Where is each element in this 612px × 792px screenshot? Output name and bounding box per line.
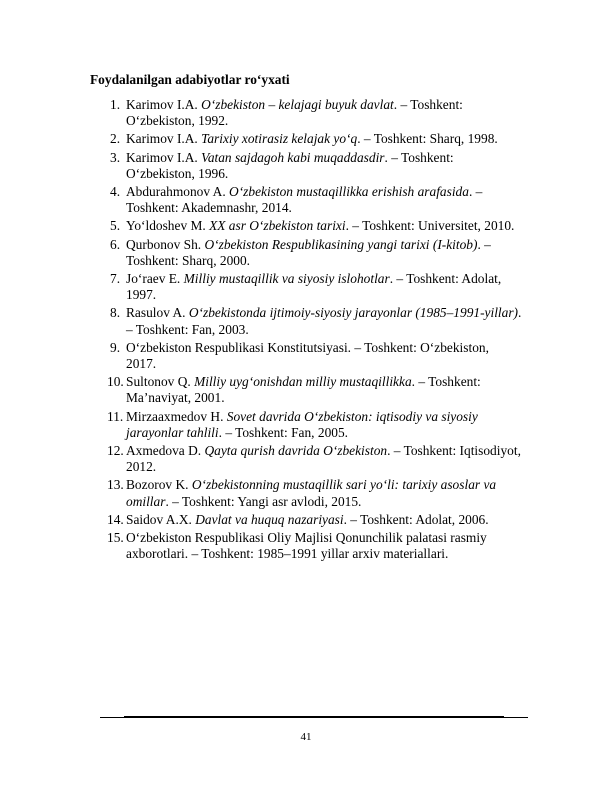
reference-author: Sultonov Q. (126, 374, 195, 390)
reference-number: 13. (107, 477, 124, 493)
footer-rule (124, 716, 504, 718)
reference-publication: O‘zbekiston Respublikasi Oliy Majlisi Qonunchilik palatasi rasmiy axborotlari. – Toshkent: 1985–1991 yillar arxiv materiallari. (126, 530, 487, 562)
reference-item (90, 477, 522, 509)
reference-title: Sovet davrida O‘zbekiston: iqtisodiy va siyosiy jarayonlar tahlili (126, 408, 478, 440)
page-number: 41 (300, 731, 312, 743)
reference-author: Jo‘raev E. (126, 271, 184, 287)
reference-number: 9. (110, 339, 121, 355)
reference-item (90, 131, 522, 147)
reference-item (90, 512, 522, 528)
reference-title: Davlat va huquq nazariyasi (195, 511, 344, 527)
reference-title: Milliy uyg‘onishdan milliy mustaqillikka (194, 374, 412, 390)
footer-rule-left (100, 717, 124, 718)
reference-number: 7. (110, 271, 121, 287)
reference-author: Karimov I.A. (126, 97, 202, 112)
reference-publication: . – Toshkent: Fan, 2003. (126, 305, 522, 337)
reference-item (90, 237, 522, 269)
reference-author: Yo‘ldoshev M. (126, 218, 210, 234)
reference-number: 3. (110, 149, 121, 165)
reference-author: Karimov I.A. (126, 131, 202, 147)
reference-publication: . – Toshkent: Universitet, 2010. (345, 218, 515, 234)
reference-title: Milliy mustaqillik va siyosiy islohotlar (183, 271, 390, 287)
reference-publication: O‘zbekiston Respublikasi Konstitutsiyasi. – Toshkent: O‘zbekiston, 2017. (126, 339, 489, 372)
reference-title: XX asr O‘zbekiston tarixi (209, 218, 346, 234)
reference-number: 4. (110, 184, 121, 200)
reference-item (90, 443, 522, 475)
reference-publication: . – Toshkent: Fan, 2005. (218, 424, 348, 440)
reference-item (90, 305, 522, 337)
reference-title: O‘zbekiston Respublikasining yangi tarixi (I-kitob) (204, 236, 478, 252)
reference-publication: . – Toshkent: Akademnashr, 2014. (126, 184, 483, 216)
reference-title: Vatan sajdagoh kabi muqaddasdir (201, 149, 385, 165)
reference-item (90, 374, 522, 406)
reference-publication: . – Toshkent: Ma’naviyat, 2001. (126, 374, 481, 406)
reference-item (90, 150, 522, 182)
reference-item (90, 271, 522, 303)
page-heading: Foydalanilgan adabiyotlar ro‘yxati (90, 72, 290, 87)
reference-number: 6. (110, 236, 121, 252)
reference-author: Qurbonov Sh. (126, 236, 205, 252)
reference-author: Axmedova D. (126, 443, 205, 459)
reference-publication: . – Toshkent: Iqtisodiyot, 2012. (126, 443, 521, 475)
reference-number: 2. (110, 131, 121, 147)
reference-title: O‘zbekistonning mustaqillik sari yo‘li: tarixiy asoslar va omillar (126, 477, 497, 509)
reference-list (90, 97, 522, 564)
reference-author: Bozorov K. (126, 477, 192, 493)
footer-rule-right (504, 717, 528, 718)
reference-publication: . – Toshkent: Sharq, 2000. (126, 236, 491, 268)
reference-publication: . – Toshkent: Sharq, 1998. (357, 131, 498, 147)
reference-item (90, 409, 522, 441)
reference-publication: . – Toshkent: O‘zbekiston, 1996. (126, 149, 454, 181)
reference-title: Qayta qurish davrida O‘zbekiston (204, 443, 388, 459)
reference-title: Tarixiy xotirasiz kelajak yo‘q (201, 131, 358, 147)
reference-number: 8. (110, 305, 121, 321)
reference-item (90, 218, 522, 234)
reference-title: O‘zbekiston – kelajagi buyuk davlat (201, 97, 394, 112)
reference-author: Saidov A.X. (126, 511, 196, 527)
reference-item (90, 97, 522, 129)
reference-publication: . – Toshkent: Adolat, 1997. (126, 271, 502, 303)
reference-publication: . – Toshkent: Yangi asr avlodi, 2015. (165, 493, 362, 509)
reference-author: Mirzaaxmedov H. (126, 408, 227, 424)
reference-number: 14. (107, 511, 124, 527)
reference-publication: . – Toshkent: O‘zbekiston, 1992. (126, 97, 463, 129)
reference-publication: . – Toshkent: Adolat, 2006. (343, 511, 489, 527)
reference-number: 1. (110, 97, 121, 112)
reference-title: O‘zbekistonda ijtimoiy-siyosiy jarayonlar (1985–1991-yillar) (188, 305, 519, 321)
reference-author: Abdurahmonov A. (126, 184, 230, 200)
reference-number: 10. (107, 374, 124, 390)
reference-title: O‘zbekiston mustaqillikka erishish arafasida (229, 184, 469, 200)
reference-item (90, 530, 522, 562)
reference-number: 15. (107, 530, 124, 546)
reference-number: 12. (107, 443, 124, 459)
reference-number: 5. (110, 218, 121, 234)
reference-author: Karimov I.A. (126, 149, 202, 165)
reference-author: Rasulov A. (126, 305, 189, 321)
reference-item (90, 184, 522, 216)
reference-item (90, 340, 522, 372)
reference-number: 11. (107, 408, 124, 424)
